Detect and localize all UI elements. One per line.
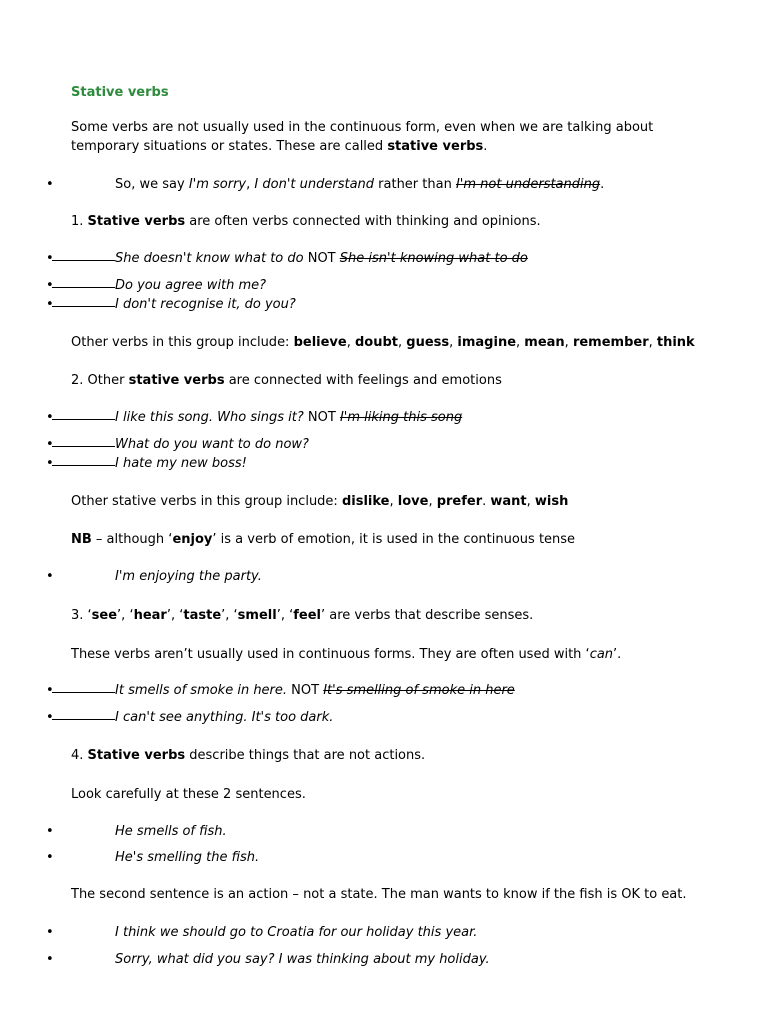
bullet-icon: • [46,437,54,452]
bullet-icon: • [46,683,54,698]
nb-note: NB – although ‘enjoy’ is a verb of emotion, it is used in the continuous tense [71,532,576,547]
list-item [0,681,768,700]
bullet-icon: • [46,952,54,967]
section-3-heading: 3. ‘see’, ‘hear’, ‘taste’, ‘smell’, ‘feel’ are verbs that describe senses. [71,608,534,623]
bullet-icon: • [46,251,54,266]
list-item-text: I can't see anything. It's too dark. [115,710,334,725]
list-item-text: Do you agree with me? [115,278,267,293]
section-2-heading: 2. Other stative verbs are connected with feelings and emotions [71,373,502,388]
list-item-text: It smells of smoke in here. NOT It's smelling of smoke in here [115,683,515,698]
list-item-text: Sorry, what did you say? I was thinking about my holiday. [115,952,490,967]
bullet-icon: • [46,824,54,839]
list-item [0,276,768,295]
leader-line [52,446,115,447]
list-item-text: She doesn't know what to do NOT She isn't knowing what to do [115,251,528,266]
bullet-icon: • [46,278,54,293]
bullet-icon: • [46,569,54,584]
bullet-icon: • [46,177,54,192]
list-item-text: I think we should go to Croatia for our holiday this year. [115,925,478,940]
leader-line [52,692,115,693]
bullet-icon: • [46,297,54,312]
section-1-heading: 1. Stative verbs are often verbs connected with thinking and opinions. [71,214,541,229]
bullet-icon: • [46,925,54,940]
leader-line [52,719,115,720]
list-item [0,950,768,969]
group-2-verbs: Other stative verbs in this group include: dislike, love, prefer. want, wish [71,494,569,509]
group-1-verbs: Other verbs in this group include: believe, doubt, guess, imagine, mean, remember, think [71,335,695,350]
leader-line [52,287,115,288]
list-item-text: I'm enjoying the party. [115,569,262,584]
leader-line [52,260,115,261]
bullet-icon: • [46,410,54,425]
bullet-icon: • [46,710,54,725]
list-item-text: So, we say I'm sorry, I don't understand rather than I'm not understanding. [115,177,605,192]
look-note: Look carefully at these 2 sentences. [71,787,306,802]
list-item [0,923,768,942]
list-item-text: He smells of fish. [115,824,227,839]
list-item-text: I don't recognise it, do you? [115,297,296,312]
leader-line [52,306,115,307]
list-item [0,822,768,841]
list-item [0,454,768,473]
list-item-text: I hate my new boss! [115,456,247,471]
senses-note: These verbs aren’t usually used in continuous forms. They are often used with ‘can’. [71,647,622,662]
list-item [0,175,768,194]
second-sentence-note: The second sentence is an action – not a state. The man wants to know if the fish is OK to eat. [71,887,687,902]
section-4-heading: 4. Stative verbs describe things that are not actions. [71,748,426,763]
list-item [0,295,768,314]
page-title: Stative verbs [71,85,169,100]
list-item [0,708,768,727]
intro-line-1: Some verbs are not usually used in the continuous form, even when we are talking about [71,120,654,135]
bullet-icon: • [46,456,54,471]
bullet-icon: • [46,850,54,865]
leader-line [52,419,115,420]
list-item [0,408,768,427]
list-item [0,435,768,454]
list-item [0,848,768,867]
list-item-text: I like this song. Who sings it? NOT I'm liking this song [115,410,463,425]
list-item-text: He's smelling the fish. [115,850,260,865]
list-item [0,249,768,268]
leader-line [52,465,115,466]
intro-line-2: temporary situations or states. These are called stative verbs. [71,139,488,154]
list-item-text: What do you want to do now? [115,437,309,452]
list-item [0,567,768,586]
